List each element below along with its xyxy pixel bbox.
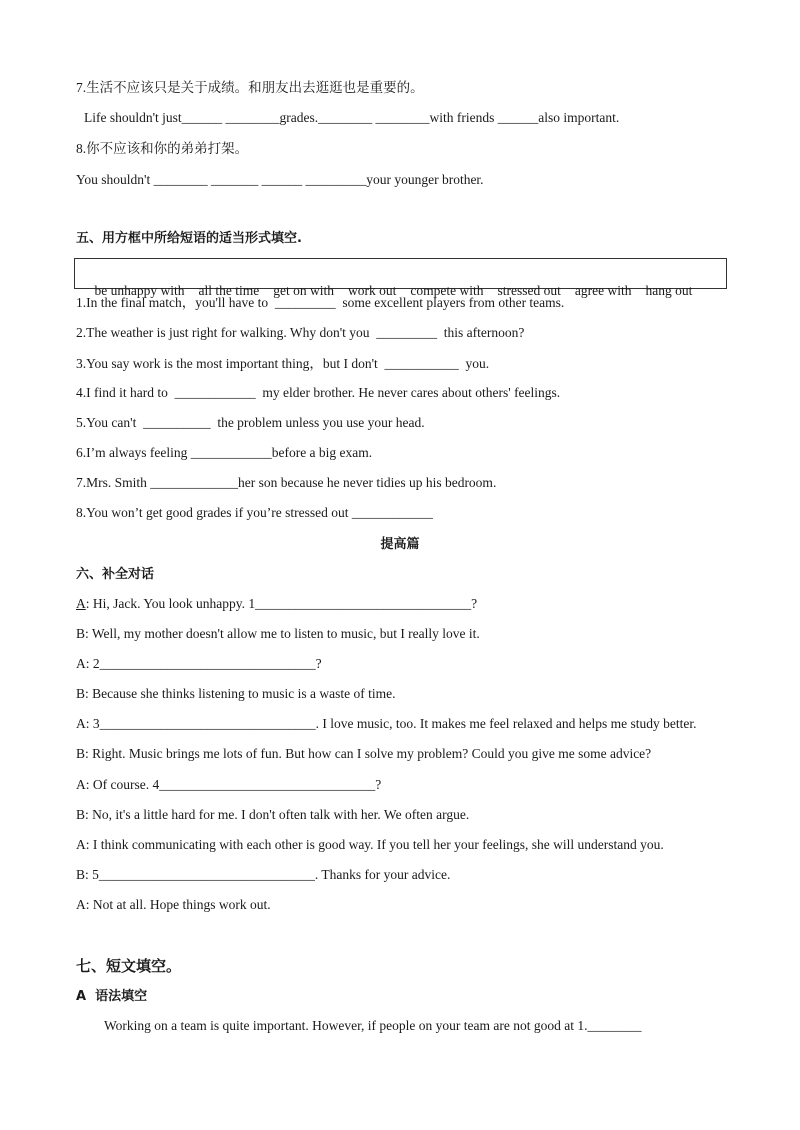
section-7-heading: 七、短文填空。	[76, 957, 182, 975]
dialogue-line-10: B: 5________________________________. Thanks for your advice.	[76, 867, 451, 882]
question-8-chinese: 8.你不应该和你的弟弟打架。	[76, 141, 249, 156]
dialogue-line-1	[76, 595, 477, 613]
question-7-chinese: 7.生活不应该只是关于成绩。和朋友出去逛逛也是重要的。	[76, 80, 424, 95]
question-7-english: Life shouldn't just______ ________grades.________ ________with friends ______also important.	[84, 110, 620, 125]
section-5-heading: 五、用方框中所给短语的适当形式填空.	[76, 231, 302, 246]
section-7-subheading: A 语法填空	[76, 989, 148, 1004]
dialogue-line-5: A: 3________________________________. I love music, too. It makes me feel relaxed and helps me study better.	[76, 716, 697, 731]
dialogue-line-7: A: Of course. 4________________________________?	[76, 777, 382, 792]
dialogue-line-4: B: Because she thinks listening to music is a waste of time.	[76, 686, 396, 701]
section-5-item-7: 7.Mrs. Smith _____________her son because he never tidies up his bedroom.	[76, 475, 497, 490]
dialogue-line-11: A: Not at all. Hope things work out.	[76, 897, 271, 912]
section-5-item-8: 8.You won’t get good grades if you’re stressed out ____________	[76, 505, 433, 520]
phrase-item: work out	[347, 283, 397, 298]
section-5-item-5: 5.You can't __________ the problem unless you use your head.	[76, 415, 425, 430]
phrase-item: all the time	[198, 283, 260, 298]
phrase-box	[74, 258, 727, 298]
dialogue-line-3: A: 2________________________________?	[76, 656, 322, 671]
dialogue-line-9: A: I think communicating with each other is good way. If you tell her your feelings, she will understand you.	[76, 837, 664, 852]
section-5-item-6: 6.I’m always feeling ____________before a big exam.	[76, 445, 373, 460]
section-5-item-1: 1.In the final match，you'll have to _________ some excellent players from other teams.	[76, 295, 565, 310]
passage-paragraph: Working on a team is quite important. However, if people on your team are not good at 1.________	[104, 1018, 642, 1033]
phrase-item: agree with	[574, 283, 632, 298]
improvement-title: 提高篇	[380, 537, 420, 552]
question-8-english: You shouldn't ________ _______ ______ _________your younger brother.	[76, 172, 484, 187]
dialogue-line-8: B: No, it's a little hard for me. I don't often talk with her. We often argue.	[76, 807, 470, 822]
phrase-item: compete with	[410, 283, 484, 298]
dialogue-line-2: B: Well, my mother doesn't allow me to listen to music, but I really love it.	[76, 626, 480, 641]
speaker-label: A	[76, 596, 86, 611]
section-5-item-2: 2.The weather is just right for walking. Why don't you _________ this afternoon?	[76, 325, 525, 340]
phrase-item: be unhappy with	[94, 283, 185, 298]
phrase-item: stressed out	[497, 283, 561, 298]
dialogue-text: : Hi, Jack. You look unhappy. 1________________________________?	[85, 596, 478, 611]
section-6-heading: 六、补全对话	[76, 567, 155, 582]
section-5-item-4: 4.I find it hard to ____________ my elder brother. He never cares about others' feelings.	[76, 385, 561, 400]
section-5-item-3: 3.You say work is the most important thing，but I don't ___________ you.	[76, 356, 490, 371]
phrase-item: hang out	[645, 283, 693, 298]
dialogue-line-6: B: Right. Music brings me lots of fun. But how can I solve my problem? Could you give me some advice?	[76, 746, 652, 761]
phrase-item: get on with	[273, 283, 334, 298]
